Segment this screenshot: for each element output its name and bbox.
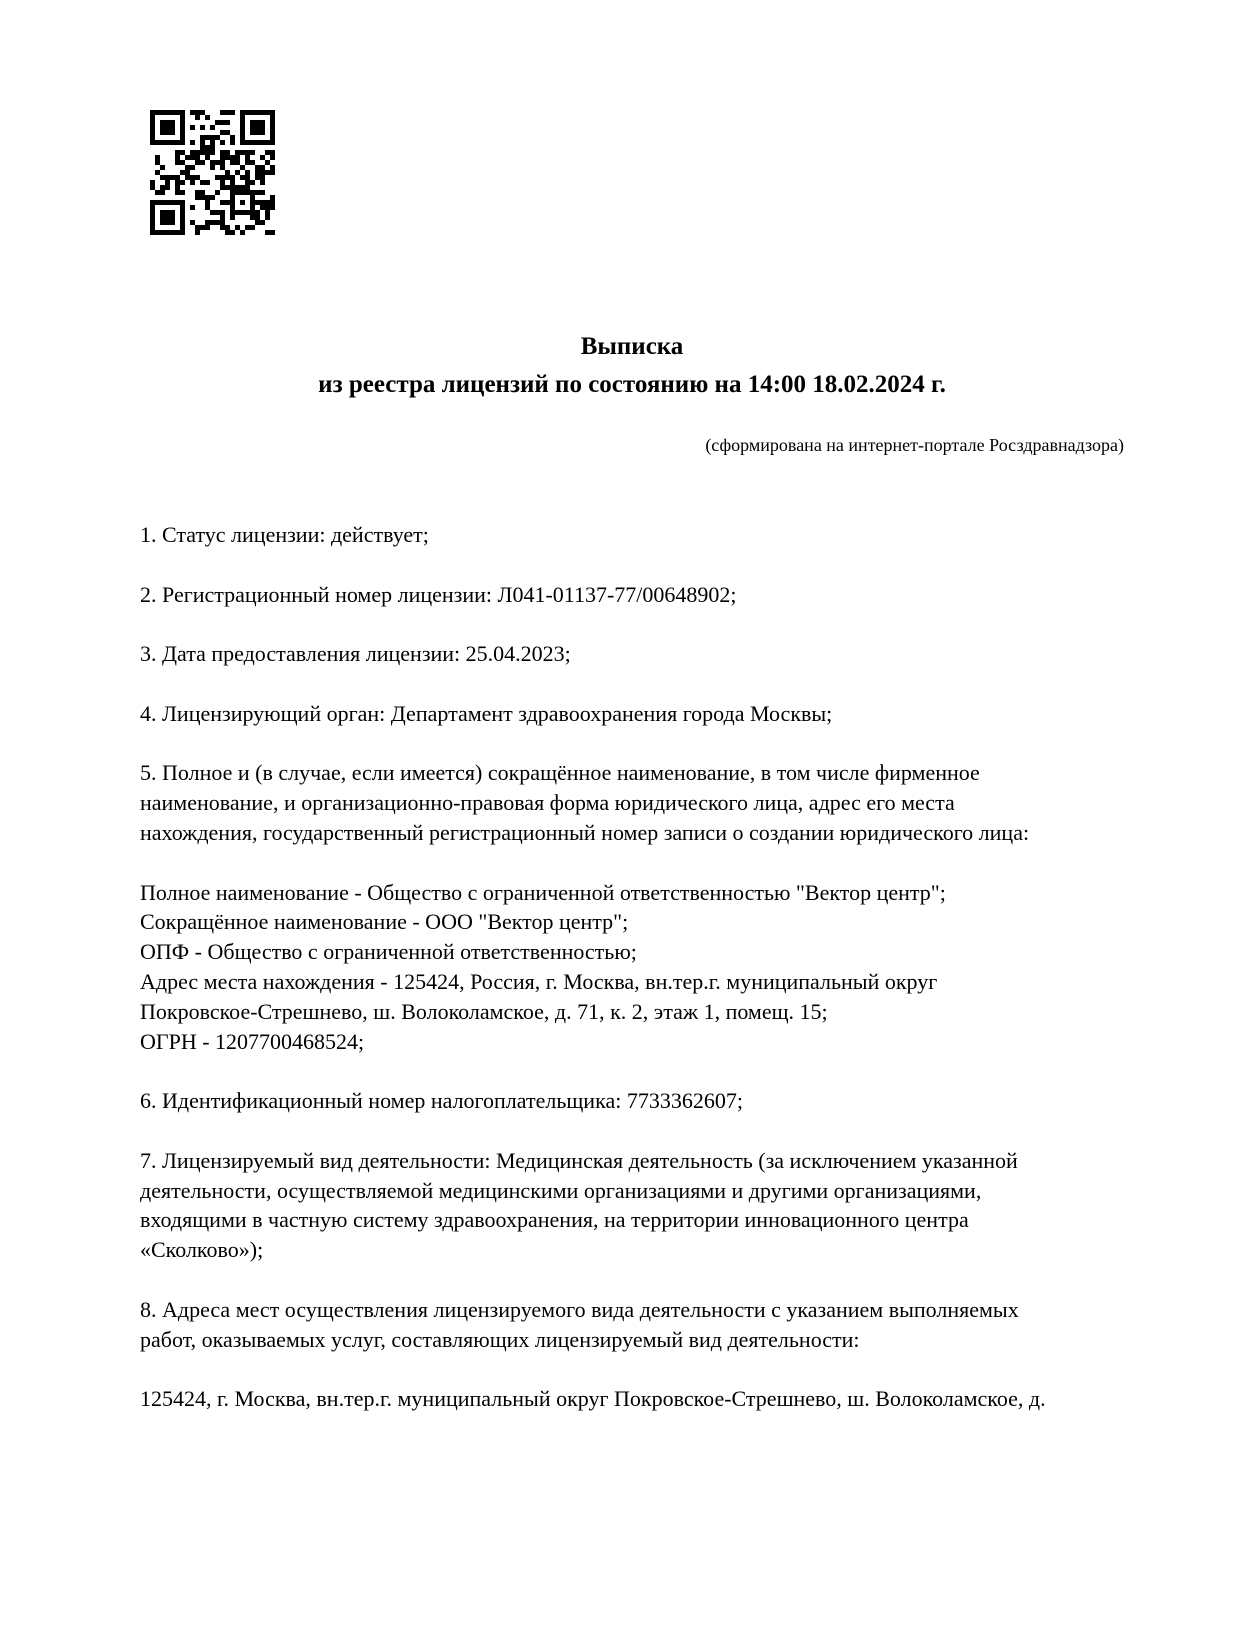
paragraph-4: 4. Лицензирующий орган: Департамент здравоохранения города Москвы; <box>140 700 833 726</box>
document-subtitle: (сформирована на интернет-портале Росздравнадзора) <box>705 435 1124 455</box>
paragraph-7: 6. Идентификационный номер налогоплательщика: 7733362607; <box>140 1088 743 1114</box>
title-line-1: Выписка <box>580 333 684 360</box>
paragraph-3: 3. Дата предоставления лицензии: 25.04.2023; <box>140 641 571 667</box>
qr-code-pattern <box>150 110 275 235</box>
paragraph-5: 5. Полное и (в случае, если имеется) сокращённое наименование, в том числе фирменное наименование, и организационно-правовая форма юридического лица, адрес его места нахождения, государственный регистрационный номер записи о создании юридического лица: <box>140 760 1030 845</box>
document-body <box>140 520 1140 1444</box>
paragraph-6: Полное наименование - Общество с ограниченной ответственностью "Вектор центр"; Сокращённое наименование - ООО "Вектор центр"; ОПФ - Общество с ограниченной ответственностью; Адрес места нахождения - 125424, Россия, г. Москва, вн.тер.г. муниципальный округ Покровское-Стрешнево, ш. Волоколамское, д. 71, к. 2, этаж 1, помещ. 15; ОГРН - 1207700468524; <box>140 879 946 1054</box>
document-title <box>140 328 1124 404</box>
paragraph-1: 1. Статус лицензии: действует; <box>140 522 429 547</box>
paragraph-8: 7. Лицензируемый вид деятельности: Медицинская деятельность (за исключением указанной деятельности, осуществляемой медицинскими организациями и другими организациями, входящими в частную систему здравоохранения, на территории инновационного центра «Сколково»); <box>140 1147 1018 1263</box>
title-line-2: из реестра лицензий по состоянию на 14:00 18.02.2024 г. <box>318 371 946 398</box>
paragraph-10: 125424, г. Москва, вн.тер.г. муниципальный округ Покровское-Стрешнево, ш. Волоколамское, д. <box>140 1386 1046 1412</box>
paragraph-9: 8. Адреса мест осуществления лицензируемого вида деятельности с указанием выполняемых работ, оказываемых услуг, составляющих лицензируемый вид деятельности: <box>140 1296 1019 1352</box>
qr-code-image <box>150 110 275 235</box>
paragraph-2: 2. Регистрационный номер лицензии: Л041-01137-77/00648902; <box>140 581 737 607</box>
